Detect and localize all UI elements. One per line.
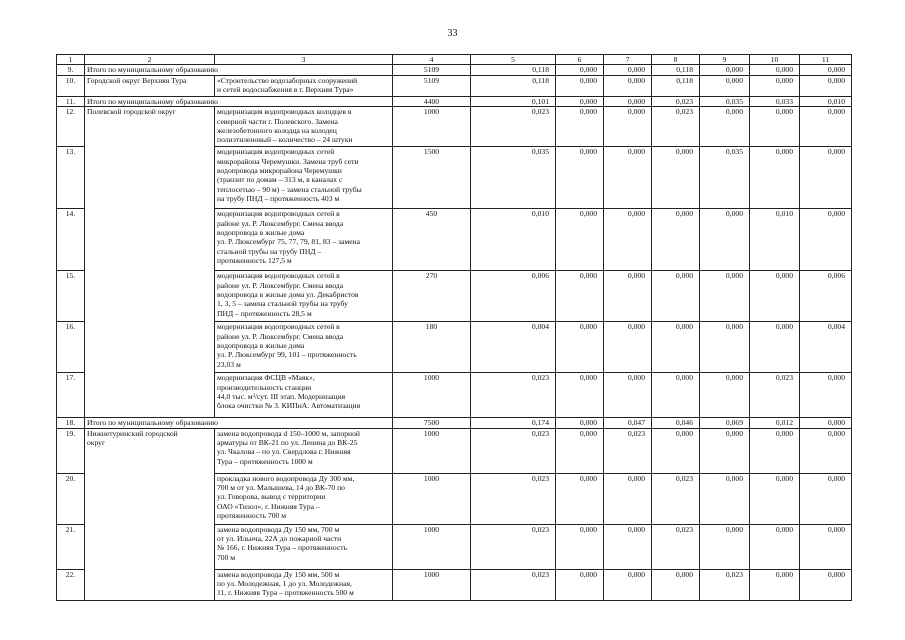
column-header: 9: [700, 55, 750, 65]
value-cell: 0,000: [652, 147, 700, 209]
value-cell: 0,000: [750, 65, 800, 75]
description-cell: замена водопровода Ду 150 мм, 500 м по ул. Молодежная, 1 до ул. Молодежная, 11, г. Нижняя Тура – протяженность 500 м: [215, 569, 393, 600]
column-header-row: [57, 55, 852, 65]
description-cell: модернизация водопроводных сетей в районе ул. Р. Люксембург. Смена ввода водопровода в жилые дома ул. Р. Люксембург 75, 77, 79, 81, 83 – замена стальной трубы на трубу ПНД – протяженность 127,5 м: [215, 209, 393, 271]
value-cell: 0,000: [750, 428, 800, 473]
row-number-cell: 18.: [57, 418, 85, 428]
value-cell: 0,000: [750, 322, 800, 373]
value-cell: 0,000: [700, 373, 750, 418]
value-cell: 0,000: [604, 373, 652, 418]
count-cell: 1000: [393, 428, 471, 473]
value-cell: 0,000: [604, 322, 652, 373]
count-cell: 1000: [393, 569, 471, 600]
value-cell: 0,023: [471, 107, 556, 147]
value-cell: 0,069: [700, 418, 750, 428]
count-cell: 450: [393, 209, 471, 271]
total-label-cell: Итого по муниципальному образованию: [85, 96, 393, 106]
value-cell: 0,000: [800, 418, 852, 428]
count-cell: 5109: [393, 75, 471, 96]
value-cell: 0,000: [750, 524, 800, 569]
value-cell: 0,000: [700, 107, 750, 147]
row-number-cell: 19.: [57, 428, 85, 473]
value-cell: 0,023: [652, 524, 700, 569]
value-cell: 0,000: [750, 75, 800, 96]
value-cell: 0,000: [556, 524, 604, 569]
table-row: [57, 75, 852, 96]
count-cell: 1500: [393, 147, 471, 209]
description-cell: модернизация водопроводных колодцев в северной части г. Полевского. Замена железобетонного колодца на колодец полиэтиленовый – количество – 24 штуки: [215, 107, 393, 147]
value-cell: 0,000: [604, 473, 652, 524]
entity-cell: Полевской городской округ: [85, 107, 215, 418]
value-cell: 0,012: [750, 418, 800, 428]
value-cell: 0,000: [750, 147, 800, 209]
row-number-cell: 21.: [57, 524, 85, 569]
value-cell: 0,000: [800, 473, 852, 524]
value-cell: 0,023: [471, 473, 556, 524]
value-cell: 0,035: [471, 147, 556, 209]
value-cell: 0,000: [556, 271, 604, 322]
value-cell: 0,023: [700, 569, 750, 600]
value-cell: 0,000: [556, 418, 604, 428]
value-cell: 0,000: [800, 107, 852, 147]
value-cell: 0,035: [700, 96, 750, 106]
value-cell: 0,000: [556, 569, 604, 600]
value-cell: 0,023: [652, 96, 700, 106]
column-header: 1: [57, 55, 85, 65]
count-cell: 1000: [393, 524, 471, 569]
value-cell: 0,000: [750, 569, 800, 600]
description-cell: модернизация водопроводных сетей в районе ул. Р. Люксембург. Смена ввода водопровода в жилые дома ул. Р. Люксембург 99, 101 – протяженность 23,03 м: [215, 322, 393, 373]
value-cell: 0,000: [800, 75, 852, 96]
value-cell: 0,000: [700, 65, 750, 75]
count-cell: 1000: [393, 373, 471, 418]
description-cell: замена водопровода d 150–1000 м, запорной арматуры от ВК-21 по ул. Ленина до ВК-25 ул. Чкалова – по ул. Свердлова г. Нижняя Тура – протяженность 1000 м: [215, 428, 393, 473]
value-cell: 0,000: [556, 473, 604, 524]
value-cell: 0,000: [604, 271, 652, 322]
value-cell: 0,004: [800, 322, 852, 373]
row-number-cell: 22.: [57, 569, 85, 600]
description-cell: «Строительство водозаборных сооружений и сетей водоснабжения в г. Верхняя Тура»: [215, 75, 393, 96]
value-cell: 0,000: [556, 65, 604, 75]
value-cell: 0,118: [652, 65, 700, 75]
value-cell: 0,000: [800, 569, 852, 600]
value-cell: 0,000: [700, 428, 750, 473]
column-header: 6: [556, 55, 604, 65]
count-cell: 270: [393, 271, 471, 322]
value-cell: 0,006: [471, 271, 556, 322]
description-cell: прокладка нового водопровода Ду 300 мм, 700 м от ул. Малышева, 14 до ВК-70 по ул. Говорова, вывод с территории ОАО «Тизол», г. Нижняя Тура – протяженность 700 м: [215, 473, 393, 524]
value-cell: 0,035: [700, 147, 750, 209]
value-cell: 0,118: [471, 65, 556, 75]
value-cell: 0,000: [652, 569, 700, 600]
value-cell: 0,000: [800, 524, 852, 569]
value-cell: 0,000: [700, 524, 750, 569]
row-number-cell: 13.: [57, 147, 85, 209]
column-header: 2: [85, 55, 215, 65]
value-cell: 0,000: [556, 322, 604, 373]
value-cell: 0,000: [700, 271, 750, 322]
count-cell: 5109: [393, 65, 471, 75]
data-table: [56, 54, 852, 601]
value-cell: 0,000: [800, 65, 852, 75]
value-cell: 0,006: [800, 271, 852, 322]
count-cell: 4400: [393, 96, 471, 106]
description-cell: модернизация водопроводных сетей микрорайона Черемушки. Замена труб сети водопровода микрорайона Черемушки (транзит по домам – 313 м, в каналах с теплосетью – 90 м) – замена стальной трубы на трубу ПНД – протяженность 403 м: [215, 147, 393, 209]
value-cell: 0,000: [556, 107, 604, 147]
value-cell: 0,000: [800, 428, 852, 473]
row-number-cell: 16.: [57, 322, 85, 373]
value-cell: 0,000: [604, 75, 652, 96]
column-header: 7: [604, 55, 652, 65]
value-cell: 0,101: [471, 96, 556, 106]
value-cell: 0,000: [604, 569, 652, 600]
description-cell: замена водопровода Ду 150 мм, 700 м от ул. Ильича, 22А до пожарной части № 166, г. Нижняя Тура – протяженность 700 м: [215, 524, 393, 569]
count-cell: 1000: [393, 107, 471, 147]
column-header: 10: [750, 55, 800, 65]
value-cell: 0,000: [556, 75, 604, 96]
value-cell: 0,000: [700, 322, 750, 373]
value-cell: 0,000: [750, 107, 800, 147]
value-cell: 0,118: [652, 75, 700, 96]
value-cell: 0,023: [471, 428, 556, 473]
table-row: [57, 107, 852, 147]
value-cell: 0,023: [652, 107, 700, 147]
column-header: 8: [652, 55, 700, 65]
description-cell: модернизация ФСЦВ «Маяк», производительность станции 44,0 тыс. м³/сут. III этап. Модернизация блока очистки № 3. КИПиА. Автоматизация: [215, 373, 393, 418]
entity-cell: Городской округ Верхняя Тура: [85, 75, 215, 96]
value-cell: 0,010: [800, 96, 852, 106]
value-cell: 0,033: [750, 96, 800, 106]
value-cell: 0,000: [750, 473, 800, 524]
table-body: [57, 55, 852, 601]
count-cell: 7500: [393, 418, 471, 428]
row-number-cell: 11.: [57, 96, 85, 106]
description-cell: модернизация водопроводных сетей в районе ул. Р. Люксембург. Смена ввода водопровода в жилые дома ул. Декабристов 1, 3, 5 – замена стальной трубы на трубу ПНД – протяженность 28,5 м: [215, 271, 393, 322]
count-cell: 180: [393, 322, 471, 373]
value-cell: 0,000: [800, 147, 852, 209]
value-cell: 0,000: [556, 373, 604, 418]
value-cell: 0,047: [604, 418, 652, 428]
value-cell: 0,000: [604, 65, 652, 75]
column-header: 3: [215, 55, 393, 65]
column-header: 4: [393, 55, 471, 65]
value-cell: 0,023: [652, 473, 700, 524]
row-number-cell: 14.: [57, 209, 85, 271]
row-number-cell: 20.: [57, 473, 85, 524]
total-row: [57, 418, 852, 428]
value-cell: 0,004: [471, 322, 556, 373]
row-number-cell: 17.: [57, 373, 85, 418]
value-cell: 0,000: [604, 96, 652, 106]
row-number-cell: 9.: [57, 65, 85, 75]
value-cell: 0,023: [471, 373, 556, 418]
value-cell: 0,000: [700, 209, 750, 271]
value-cell: 0,000: [652, 209, 700, 271]
entity-cell: Нижнетуринский городской округ: [85, 428, 215, 600]
value-cell: 0,000: [750, 271, 800, 322]
value-cell: 0,046: [652, 418, 700, 428]
value-cell: 0,000: [800, 209, 852, 271]
value-cell: 0,010: [750, 209, 800, 271]
value-cell: 0,174: [471, 418, 556, 428]
total-row: [57, 96, 852, 106]
value-cell: 0,000: [700, 75, 750, 96]
value-cell: 0,000: [652, 322, 700, 373]
value-cell: 0,023: [604, 428, 652, 473]
value-cell: 0,000: [652, 373, 700, 418]
value-cell: 0,000: [604, 209, 652, 271]
row-number-cell: 10.: [57, 75, 85, 96]
value-cell: 0,000: [652, 271, 700, 322]
value-cell: 0,023: [750, 373, 800, 418]
value-cell: 0,000: [652, 428, 700, 473]
value-cell: 0,000: [604, 107, 652, 147]
value-cell: 0,000: [800, 373, 852, 418]
value-cell: 0,023: [471, 569, 556, 600]
value-cell: 0,000: [556, 147, 604, 209]
count-cell: 1000: [393, 473, 471, 524]
value-cell: 0,010: [471, 209, 556, 271]
column-header: 11: [800, 55, 852, 65]
page-number: 33: [447, 28, 458, 39]
column-header: 5: [471, 55, 556, 65]
value-cell: 0,000: [556, 96, 604, 106]
value-cell: 0,000: [604, 524, 652, 569]
row-number-cell: 15.: [57, 271, 85, 322]
value-cell: 0,000: [556, 428, 604, 473]
value-cell: 0,000: [700, 473, 750, 524]
value-cell: 0,000: [604, 147, 652, 209]
table-row: [57, 428, 852, 473]
total-row: [57, 65, 852, 75]
total-label-cell: Итого по муниципальному образованию: [85, 65, 393, 75]
row-number-cell: 12.: [57, 107, 85, 147]
value-cell: 0,118: [471, 75, 556, 96]
value-cell: 0,023: [471, 524, 556, 569]
value-cell: 0,000: [556, 209, 604, 271]
total-label-cell: Итого по муниципальному образованию: [85, 418, 393, 428]
